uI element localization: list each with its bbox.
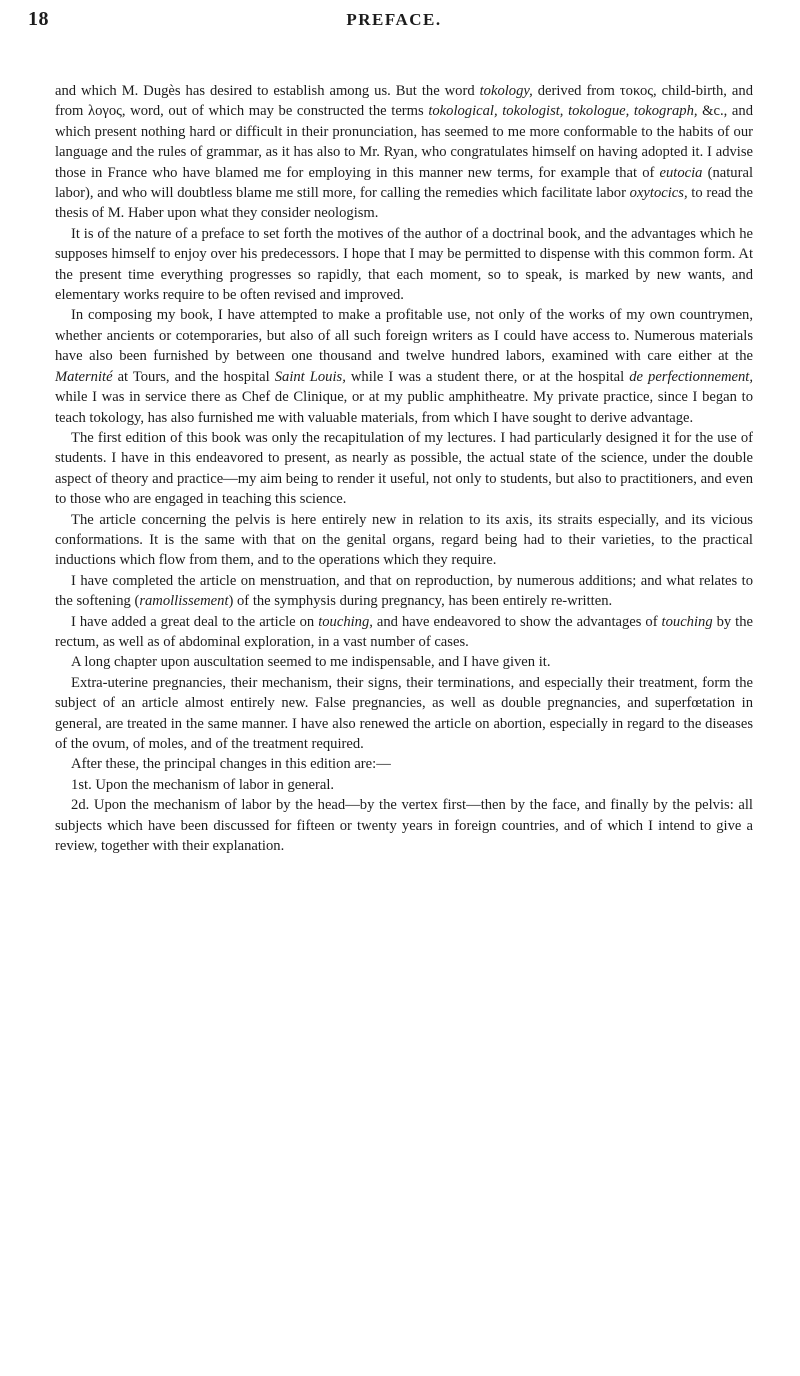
text-run: It is of the nature of a preface to set forth the motives of the author of a doctrinal book, and the advantages which he supposes himself to enjoy over his predecessors. I hope that I may be permitted to dispense with this common form. At the present time everything progresses so rapidly, that each moment, so to speak, is marked by new wants, and elementary works require to be often revised and improved.	[55, 225, 753, 304]
paragraph	[55, 612, 753, 653]
text-run: A long chapter upon auscultation seemed to me indispensable, and I have given it.	[71, 654, 551, 671]
text-run: at Tours, and the hospital	[112, 368, 275, 385]
paragraph	[55, 81, 753, 224]
italic-term: tokological, tokologist, tokologue, tokograph,	[428, 103, 698, 120]
text-run: 1st. Upon the mechanism of labor in general.	[71, 776, 335, 793]
text-run: The article concerning the pelvis is here entirely new in relation to its axis, its straits especially, and its vicious conformations. It is the same with that on the genital organs, regard being had to their varieties, to the practical inductions which flow from them, and to the operations which they require.	[55, 511, 753, 569]
italic-term: touching,	[318, 613, 373, 630]
text-run: by the rectum, as well as of abdominal exploration, in a vast number of cases.	[55, 613, 753, 650]
italic-term: touching	[661, 613, 713, 630]
paragraph	[55, 305, 753, 427]
section-title: PREFACE.	[346, 10, 442, 29]
paragraph	[55, 795, 753, 856]
text-run: &c., and which present nothing hard or difficult in their pronunciation, has seemed to me more conformable to the habits of our language and the rules of grammar, as it has also to Mr. Ryan, who congratulates himself on having adopted it. I advise those in France who have blamed me for employing in this manner new terms, for example that of	[55, 103, 753, 181]
text-run: and have endeavored to show the advantages of	[372, 613, 662, 630]
text-run: derived from τοκος, child-birth, and from λογος, word, out of which may be constructed the terms	[55, 83, 753, 120]
italic-term: Maternité	[55, 368, 113, 385]
paragraph	[55, 510, 753, 571]
text-run: In composing my book, I have attempted to make a profitable use, not only of the works of my own countrymen, whether ancients or cotemporaries, but also of all such foreign writers as I could have access to. Numerous materials have also been furnished by between one thousand and twelve hundred labors, examined with care either at the	[55, 307, 753, 365]
paragraph	[55, 428, 753, 510]
paragraph	[55, 754, 753, 774]
text-run: while I was in service there as Chef de Clinique, or at my public amphitheatre. My private practice, since I began to teach tokology, has also furnished me with valuable materials, from which I have sought to derive advantage.	[55, 389, 753, 426]
text-run: (natural labor), and who will doubtless blame me still more, for calling the remedies which facilitate labor	[55, 164, 753, 202]
paragraph	[55, 224, 753, 306]
paragraph	[55, 652, 753, 672]
text-run: After these, the principal changes in this edition are:—	[71, 756, 391, 773]
body-text	[55, 81, 753, 856]
page-number: 18	[28, 8, 49, 30]
paragraph	[55, 775, 753, 795]
text-run: The first edition of this book was only the recapitulation of my lectures. I had particularly designed it for the use of students. I have in this endeavored to present, as nearly as possible, the actual state of the science, under the double aspect of theory and practice—my aim being to render it useful, not only to students, but also to practitioners, and even to those who are engaged in teaching this science.	[55, 429, 753, 508]
italic-term: eutocia	[659, 164, 703, 181]
italic-term: Saint Louis,	[274, 368, 346, 385]
italic-term: ramollissement	[139, 593, 229, 610]
italic-term: oxytocics,	[629, 185, 688, 202]
italic-term: de perfectionnement,	[629, 368, 753, 385]
running-head	[28, 8, 760, 32]
text-run: while I was a student there, or at the hospital	[345, 368, 630, 385]
paragraph	[55, 673, 753, 755]
text-run: I have added a great deal to the article on	[71, 613, 319, 630]
text-run: I have completed the article on menstruation, and that on reproduction, by numerous additions; and what relates to the softening (	[55, 572, 753, 610]
text-run: Extra-uterine pregnancies, their mechanism, their signs, their terminations, and especially their treatment, form the subject of an article almost entirely new. False pregnancies, as well as double pregnancies, and superfœtation in general, are treated in the same manner. I have also renewed the article on abortion, especially in regard to the diseases of the ovum, of moles, and of the treatment required.	[55, 674, 753, 752]
italic-term: tokology,	[479, 83, 533, 99]
text-run: and which M. Dugès has desired to establish among us. But the word	[55, 83, 480, 99]
text-run: ) of the symphysis during pregnancy, has been entirely re-written.	[228, 593, 613, 610]
paragraph	[55, 571, 753, 612]
text-run: to read the thesis of M. Haber upon what they consider neologism.	[55, 185, 753, 222]
text-run: 2d. Upon the mechanism of labor by the head—by the vertex first—then by the face, and finally by the pelvis: all subjects which have been discussed for fifteen or twenty years in foreign countries, and of which I intend to give a review, together with their explanation.	[55, 797, 753, 855]
